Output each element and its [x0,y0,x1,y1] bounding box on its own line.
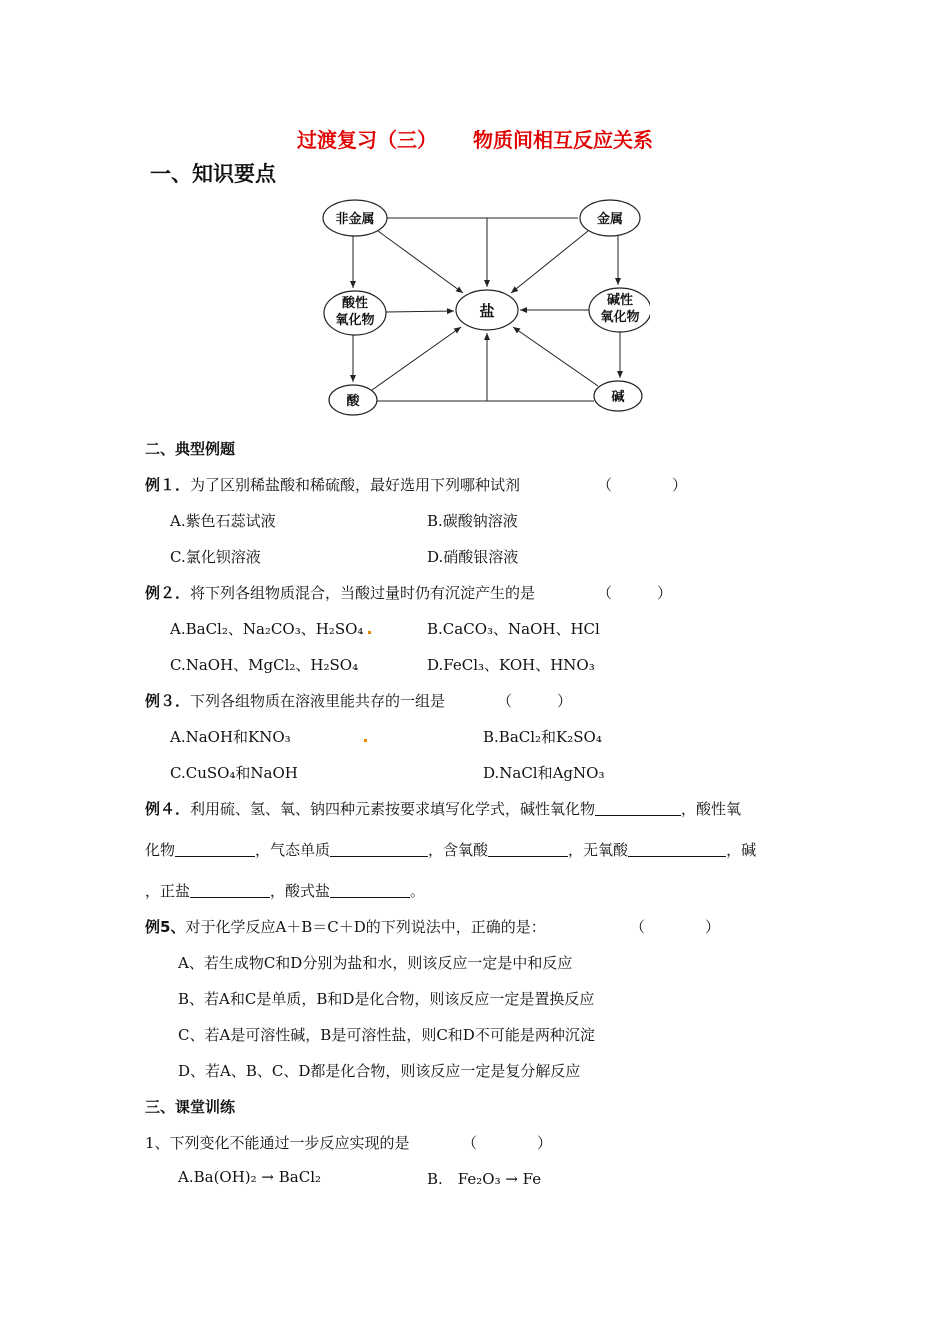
example-4-line-1: 例４．利用硫、氢、氧、钠四种元素按要求填写化学式，碱性氧化物 ，酸性氧 [145,800,742,818]
example-1-option-d: D.硝酸银溶液 [427,548,519,566]
base-label: 碱 [611,390,625,405]
stray-mark [368,631,371,634]
example-3-option-b: B.BaCl₂和K₂SO₄ [483,728,602,746]
example-3-answer-paren: （ ） [497,692,573,710]
example-5-option-b: B、若A和C是单质，B和D是化合物，则该反应一定是置换反应 [178,990,595,1008]
example-5-answer-paren: （ ） [630,918,721,936]
nonmetal-label: 非金属 [335,212,375,227]
example-1-answer-paren: （ ） [597,476,688,494]
section-2-heading: 二、典型例题 [145,440,236,458]
example-5-option-c: C、若A是可溶性碱，B是可溶性盐，则C和D不可能是两种沉淀 [178,1026,595,1044]
example-2-option-d: D.FeCl₃、KOH、HNO₃ [427,656,595,674]
example-5-stem: 例5、对于化学反应A＋B＝C＋D的下列说法中，正确的是： [145,918,546,936]
salt-label: 盐 [479,302,495,320]
example-1-option-c: C.氯化钡溶液 [170,548,261,566]
example-2-option-c: C.NaOH、MgCl₂、H₂SO₄ [170,656,359,674]
stray-mark [364,739,367,742]
practice-1-option-a: A.Ba(OH)₂ → BaCl₂ [178,1168,322,1186]
page-title [0,124,950,153]
example-1-stem: 例１．为了区别稀盐酸和稀硫酸，最好选用下列哪种试剂 [145,476,521,494]
practice-1-answer-paren: （ ） [462,1134,553,1152]
acidic-oxide-blank[interactable] [175,842,255,857]
basic-oxide-label-1: 碱性 [606,293,634,308]
gaseous-element-blank[interactable] [330,842,428,857]
example-3-option-c: C.CuSO₄和NaOH [170,764,298,782]
example-3-option-d: D.NaCl和AgNO₃ [483,764,605,782]
example-2-option-a: A.BaCl₂、Na₂CO₃、H₂SO₄ [170,620,364,638]
practice-1-option-b: B. Fe₂O₃ → Fe [427,1170,542,1188]
oxygen-free-acid-blank[interactable] [628,842,726,857]
oxyacid-blank[interactable] [488,842,568,857]
basic-oxide-label-2: 氧化物 [600,310,640,325]
title-part-1: 过渡复习（三） [297,128,437,152]
example-1-option-b: B.碳酸钠溶液 [427,512,518,530]
practice-1-stem: 1、下列变化不能通过一步反应实现的是 [145,1134,410,1152]
example-1-label: 例１． [145,476,191,494]
acidic-oxide-label-1: 酸性 [341,296,369,311]
normal-salt-blank[interactable] [190,883,270,898]
example-2-answer-paren: （ ） [597,584,673,602]
reaction-diagram [310,190,650,420]
acidic-oxide-label-2: 氧化物 [335,313,375,328]
section-3-heading: 三、课堂训练 [145,1098,236,1116]
example-1-option-a: A.紫色石蕊试液 [170,512,276,530]
example-4-label: 例４． [145,800,191,818]
example-3-stem: 例３．下列各组物质在溶液里能共存的一组是 [145,692,446,710]
title-part-2: 物质间相互反应关系 [473,128,653,152]
example-2-option-b: B.CaCO₃、NaOH、HCl [427,620,600,638]
acid-salt-blank[interactable] [330,883,410,898]
example-5-label: 例5、 [145,918,186,936]
example-4-line-3: ，正盐 ，酸式盐 。 [145,882,426,900]
metal-label: 金属 [596,212,624,227]
basic-oxide-blank[interactable] [595,801,681,816]
example-4-line-2: 化物 ，气态单质 ，含氧酸 ，无氧酸 ，碱 [145,841,757,859]
example-5-option-d: D、若A、B、C、D都是化合物，则该反应一定是复分解反应 [178,1062,581,1080]
acid-label: 酸 [346,394,360,409]
example-3-option-a: A.NaOH和KNO₃ [170,728,291,746]
example-2-label: 例２． [145,584,191,602]
example-5-option-a: A、若生成物C和D分别为盐和水，则该反应一定是中和反应 [178,954,573,972]
example-3-label: 例３． [145,692,191,710]
section-1-heading: 一、知识要点 [150,162,276,186]
example-2-stem: 例２．将下列各组物质混合，当酸过量时仍有沉淀产生的是 [145,584,536,602]
